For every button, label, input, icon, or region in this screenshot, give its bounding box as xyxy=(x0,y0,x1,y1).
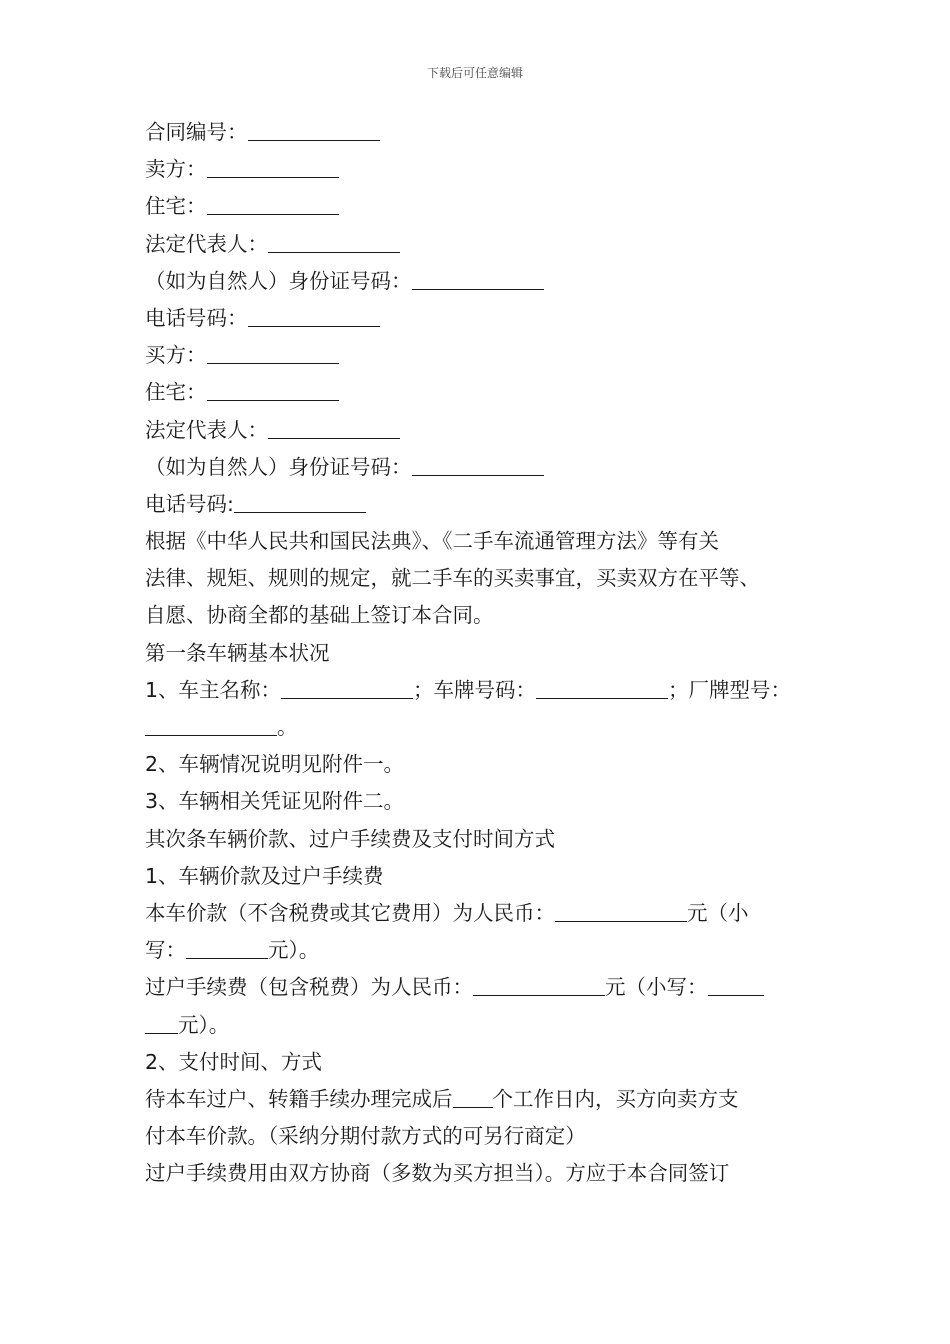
payment-text-1b: 个工作日内，买方向卖方支 xyxy=(492,1086,739,1111)
seller-legal-rep-line xyxy=(145,226,825,263)
seller-label: 卖方： xyxy=(145,157,207,182)
article1-title-text: 第一条车辆基本状况 xyxy=(145,640,330,665)
price-label: 本车价款（不含税费或其它费用）为人民币： xyxy=(145,900,555,925)
price-small-end: 元）。 xyxy=(268,938,320,963)
seller-address-field[interactable] xyxy=(207,192,339,215)
model-field[interactable] xyxy=(145,713,277,736)
article1-item1-line xyxy=(145,672,825,709)
payment-text-2: 付本车价款。（采纳分期付款方式的可另行商定） xyxy=(145,1124,586,1149)
preamble-text-3: 自愿、协商全都的基础上签订本合同。 xyxy=(145,603,494,628)
article2-sub1-text: 1、车辆价款及过户手续费 xyxy=(145,863,384,888)
buyer-legal-rep-label: 法定代表人： xyxy=(145,417,268,442)
price-line xyxy=(145,895,825,932)
fee-line xyxy=(145,969,825,1006)
fee-small-field-part2[interactable] xyxy=(145,1011,178,1034)
fee-small-field-part1[interactable] xyxy=(708,973,764,996)
plate-number-field[interactable] xyxy=(536,676,668,699)
buyer-id-field[interactable] xyxy=(412,453,544,476)
seller-phone-label: 电话号码： xyxy=(145,305,248,330)
article1-item1-cont xyxy=(145,709,825,746)
seller-address-label: 住宅： xyxy=(145,194,207,219)
preamble-line-1 xyxy=(145,523,825,560)
seller-id-field[interactable] xyxy=(412,267,544,290)
fee-small-line xyxy=(145,1007,825,1044)
buyer-phone-line xyxy=(145,486,825,523)
article1-item3-line xyxy=(145,783,825,820)
model-end: 。 xyxy=(277,715,298,739)
price-field[interactable] xyxy=(555,899,687,922)
preamble-text-1: 根据《中华人民共和国民法典》、《二手车流通管理方法》等有关 xyxy=(145,529,719,554)
article1-item2-text: 2、车辆情况说明见附件一。 xyxy=(145,752,405,777)
contract-number-line xyxy=(145,114,825,151)
buyer-id-label: （如为自然人）身份证号码： xyxy=(145,454,412,479)
buyer-field[interactable] xyxy=(207,341,339,364)
owner-name-field[interactable] xyxy=(281,676,413,699)
buyer-address-field[interactable] xyxy=(207,378,339,401)
price-small-line xyxy=(145,932,825,969)
article2-sub2-text: 2、支付时间、方式 xyxy=(145,1049,323,1074)
owner-name-label: 1、车主名称： xyxy=(145,677,282,702)
payment-text-1a: 待本车过户、转籍手续办理完成后 xyxy=(145,1086,453,1111)
article1-item2-line xyxy=(145,746,825,783)
buyer-phone-field[interactable] xyxy=(234,490,366,513)
buyer-id-line xyxy=(145,449,825,486)
page-header-note: 下载后可任意编辑 xyxy=(426,66,523,80)
plate-number-label: ；车牌号码： xyxy=(413,677,537,702)
payment-line-1 xyxy=(145,1081,825,1118)
buyer-legal-rep-field[interactable] xyxy=(268,416,400,439)
seller-id-label: （如为自然人）身份证号码： xyxy=(145,268,412,293)
seller-legal-rep-label: 法定代表人： xyxy=(145,231,268,256)
preamble-line-2 xyxy=(145,560,825,597)
buyer-address-label: 住宅： xyxy=(145,380,207,405)
price-small-label: 写： xyxy=(145,938,186,963)
fee-field[interactable] xyxy=(473,973,605,996)
article1-item3-text: 3、车辆相关凭证见附件二。 xyxy=(145,789,405,814)
contract-body xyxy=(145,114,825,1192)
buyer-line xyxy=(145,337,825,374)
fee-negotiation-text: 过户手续费用由双方协商（多数为买方担当）。方应于本合同签订 xyxy=(145,1161,730,1186)
fee-negotiation-line xyxy=(145,1155,825,1192)
price-small-field[interactable] xyxy=(186,936,268,959)
seller-field[interactable] xyxy=(207,155,339,178)
article2-sub1 xyxy=(145,858,825,895)
seller-legal-rep-field[interactable] xyxy=(268,230,400,253)
fee-end: 元）。 xyxy=(178,1012,230,1037)
seller-phone-field[interactable] xyxy=(248,304,380,327)
workdays-field[interactable] xyxy=(453,1085,493,1108)
article2-sub2 xyxy=(145,1044,825,1081)
payment-line-2 xyxy=(145,1118,825,1155)
fee-label: 过户手续费（包含税费）为人民币： xyxy=(145,975,473,1000)
article2-title-text: 其次条车辆价款、过户手续费及支付时间方式 xyxy=(145,826,555,851)
seller-line xyxy=(145,151,825,188)
buyer-label: 买方： xyxy=(145,343,207,368)
contract-number-label: 合同编号： xyxy=(145,120,248,144)
preamble-text-2: 法律、规矩、规则的规定，就二手车的买卖事宜，买卖双方在平等、 xyxy=(145,566,760,591)
model-label: ；厂牌型号： xyxy=(668,677,792,702)
seller-phone-line xyxy=(145,300,825,337)
seller-address-line xyxy=(145,188,825,225)
buyer-address-line xyxy=(145,374,825,411)
article2-title xyxy=(145,821,825,858)
article1-title xyxy=(145,635,825,672)
seller-id-line xyxy=(145,263,825,300)
price-yuan-label: 元（小 xyxy=(687,900,749,925)
preamble-line-3 xyxy=(145,597,825,634)
fee-yuan-label: 元（小写： xyxy=(605,975,708,1000)
buyer-phone-label: 电话号码: xyxy=(145,491,234,516)
contract-number-field[interactable] xyxy=(248,118,380,141)
buyer-legal-rep-line xyxy=(145,412,825,449)
